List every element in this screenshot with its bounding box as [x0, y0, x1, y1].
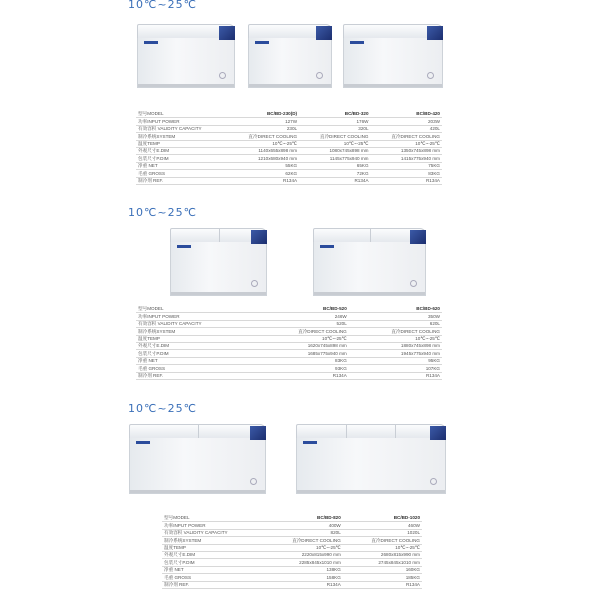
table-row — [136, 155, 442, 162]
spec-value: 62KG — [228, 170, 299, 177]
spec-value: 10℃~-25℃ — [228, 140, 299, 147]
spec-value: R134A — [299, 177, 370, 184]
spec-value: R134A — [228, 177, 299, 184]
spec-value: 10℃~-25℃ — [256, 335, 349, 342]
spec-value: 2680x815x990 mm — [343, 551, 422, 558]
row-label: 包装尺寸P.DIM — [136, 350, 256, 357]
spec-value: 1880x745x898 mm — [349, 342, 442, 349]
table-row — [136, 147, 442, 154]
row-label: 制冷剂 REF. — [162, 581, 264, 588]
row-label: 包装尺寸P.DIM — [162, 559, 264, 566]
table-row — [136, 140, 442, 147]
row-label: 有效容积 VALIDITY CAPACITY — [162, 529, 264, 536]
spec-value: 127W — [228, 118, 299, 125]
table-row — [162, 551, 422, 558]
spec-value: 1350x745x898 mm — [371, 147, 442, 154]
row-label: 外观尺寸E.DIM — [136, 147, 228, 154]
row-label: 净重 NET — [136, 357, 256, 364]
table-row — [162, 537, 422, 544]
spec-value: 820L — [264, 529, 343, 536]
row-label: 型号MODEL — [162, 515, 264, 522]
row-label: 制冷剂 REF. — [136, 372, 256, 379]
spec-value: 176W — [299, 118, 370, 125]
spec-value: 75KG — [371, 162, 442, 169]
table-row — [136, 357, 442, 364]
table-row — [136, 177, 442, 184]
row-label: 制冷系统SYSTEM — [136, 133, 228, 140]
row-label: 毛重 GROSS — [136, 365, 256, 372]
spec-value: 2745x845x1010 mm — [343, 559, 422, 566]
control-panel-icon — [430, 426, 446, 440]
row-label: 净重 NET — [162, 566, 264, 573]
control-panel-icon — [427, 26, 443, 40]
table-row — [136, 372, 442, 379]
temp-range-heading-3: 10℃~25℃ — [128, 402, 197, 415]
spec-value: 1020L — [343, 529, 422, 536]
row-label: 毛重 GROSS — [136, 170, 228, 177]
row-label: 有效容积 VALIDITY CAPACITY — [136, 320, 256, 327]
spec-value: 83KG — [371, 170, 442, 177]
model-name: BC/BD-420 — [371, 111, 442, 118]
row-label: 毛重 GROSS — [162, 574, 264, 581]
spec-table-3 — [162, 515, 422, 589]
spec-value: R134A — [343, 581, 422, 588]
spec-value: 1685x775x940 mm — [256, 350, 349, 357]
spec-value: 520L — [256, 320, 349, 327]
table-row — [162, 559, 422, 566]
spec-value: 320L — [299, 125, 370, 132]
table-row — [136, 133, 442, 140]
control-panel-icon — [251, 230, 267, 244]
freezer-image-230 — [137, 24, 235, 88]
row-label: 型号MODEL — [136, 111, 228, 118]
spec-value: R134A — [256, 372, 349, 379]
row-label: 制冷系统SYSTEM — [162, 537, 264, 544]
spec-value: 10℃~-25℃ — [343, 544, 422, 551]
table-row — [136, 342, 442, 349]
spec-value: 95KG — [349, 357, 442, 364]
spec-value: 620L — [349, 320, 442, 327]
spec-value: 直冷DIRECT COOLING — [371, 133, 442, 140]
row-label: 净重 NET — [136, 162, 228, 169]
spec-table-2 — [136, 306, 442, 380]
row-label: 温度TEMP — [162, 544, 264, 551]
spec-value: 直冷DIRECT COOLING — [264, 537, 343, 544]
model-name: BC/BD-230(D) — [228, 111, 299, 118]
table-row — [136, 320, 442, 327]
model-name: BC/BD-320 — [299, 111, 370, 118]
table-row — [136, 328, 442, 335]
row-label: 包装尺寸P.DIM — [136, 155, 228, 162]
table-row — [136, 162, 442, 169]
freezer-image-320 — [248, 24, 332, 88]
table-row — [162, 566, 422, 573]
spec-value: R134A — [371, 177, 442, 184]
temp-range-heading-2: 10℃~25℃ — [128, 206, 197, 219]
spec-value: 160KG — [343, 566, 422, 573]
spec-value: 400W — [264, 522, 343, 529]
freezer-image-820 — [129, 424, 266, 494]
spec-value: 2285x845x1010 mm — [264, 559, 343, 566]
table-row — [162, 529, 422, 536]
spec-value: 1620x745x898 mm — [256, 342, 349, 349]
spec-value: 直冷DIRECT COOLING — [349, 328, 442, 335]
row-label: 功率INPUT POWER — [136, 118, 228, 125]
row-label: 外观尺寸E.DIM — [136, 342, 256, 349]
spec-value: 72KG — [299, 170, 370, 177]
temp-range-heading-1: 10℃~25℃ — [128, 0, 197, 11]
spec-value: 55KG — [228, 162, 299, 169]
spec-value: 1210x680x940 mm — [228, 155, 299, 162]
row-label: 制冷剂 REF. — [136, 177, 228, 184]
spec-value: 138KG — [264, 566, 343, 573]
freezer-image-420 — [343, 24, 443, 88]
spec-value: 直冷DIRECT COOLING — [256, 328, 349, 335]
spec-value: 10℃~-25℃ — [299, 140, 370, 147]
row-label: 外观尺寸E.DIM — [162, 551, 264, 558]
spec-value: 83KG — [256, 357, 349, 364]
table-header-row — [136, 306, 442, 313]
row-label: 温度TEMP — [136, 140, 228, 147]
table-row — [162, 522, 422, 529]
spec-value: R134A — [349, 372, 442, 379]
freezer-image-620 — [313, 228, 426, 296]
table-header-row — [162, 515, 422, 522]
control-panel-icon — [219, 26, 235, 40]
freezer-image-520 — [170, 228, 267, 296]
row-label: 制冷系统SYSTEM — [136, 328, 256, 335]
spec-value: 230L — [228, 125, 299, 132]
freezer-image-1020 — [296, 424, 446, 494]
spec-value: 直冷DIRECT COOLING — [299, 133, 370, 140]
control-panel-icon — [316, 26, 332, 40]
spec-value: 1415x775x940 mm — [371, 155, 442, 162]
row-label: 温度TEMP — [136, 335, 256, 342]
spec-table-1 — [136, 111, 442, 185]
table-row — [136, 365, 442, 372]
table-row — [136, 335, 442, 342]
spec-value: 460W — [343, 522, 422, 529]
table-row — [162, 544, 422, 551]
spec-value: 420L — [371, 125, 442, 132]
spec-value: 246W — [256, 313, 349, 320]
spec-value: 直冷DIRECT COOLING — [228, 133, 299, 140]
spec-value: 203W — [371, 118, 442, 125]
spec-value: 1945x775x940 mm — [349, 350, 442, 357]
control-panel-icon — [410, 230, 426, 244]
table-row — [136, 313, 442, 320]
table-row — [136, 118, 442, 125]
spec-value: 1140x655x898 mm — [228, 147, 299, 154]
table-row — [162, 581, 422, 588]
spec-value: 直冷DIRECT COOLING — [343, 537, 422, 544]
spec-value: 2220x815x990 mm — [264, 551, 343, 558]
table-row — [136, 125, 442, 132]
table-header-row — [136, 111, 442, 118]
row-label: 功率INPUT POWER — [162, 522, 264, 529]
row-label: 功率INPUT POWER — [136, 313, 256, 320]
model-name: BC/BD-520 — [256, 306, 349, 313]
spec-value: 10℃~-25℃ — [349, 335, 442, 342]
spec-value: 1145x775x940 mm — [299, 155, 370, 162]
table-row — [136, 350, 442, 357]
row-label: 有效容积 VALIDITY CAPACITY — [136, 125, 228, 132]
table-row — [162, 574, 422, 581]
spec-value: 350W — [349, 313, 442, 320]
model-name: BC/BD-820 — [264, 515, 343, 522]
spec-value: 1080x745x898 mm — [299, 147, 370, 154]
control-panel-icon — [250, 426, 266, 440]
model-name: BC/BD-1020 — [343, 515, 422, 522]
spec-value: 107KG — [349, 365, 442, 372]
row-label: 型号MODEL — [136, 306, 256, 313]
spec-value: R134A — [264, 581, 343, 588]
spec-value: 185KG — [343, 574, 422, 581]
spec-value: 93KG — [256, 365, 349, 372]
spec-value: 158KG — [264, 574, 343, 581]
table-row — [136, 170, 442, 177]
spec-value: 65KG — [299, 162, 370, 169]
spec-value: 10℃~-25℃ — [371, 140, 442, 147]
spec-value: 10℃~-25℃ — [264, 544, 343, 551]
model-name: BC/BD-620 — [349, 306, 442, 313]
